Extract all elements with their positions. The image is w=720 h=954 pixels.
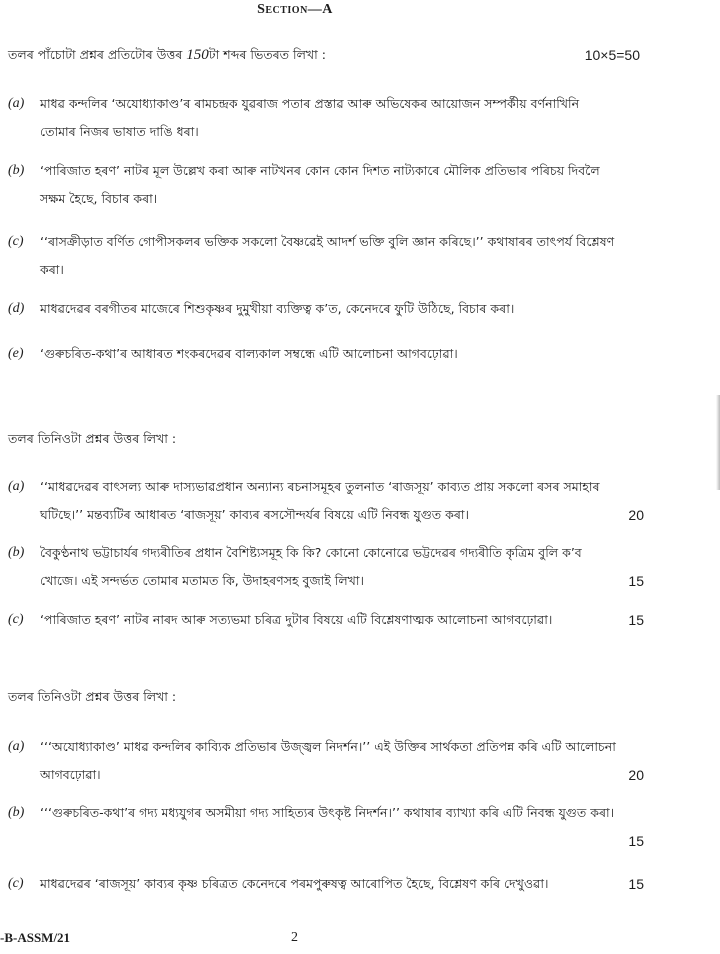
item-marks: 15 bbox=[628, 612, 644, 628]
item-text: ‘গুৰুচৰিত-কথা’ৰ আধাৰত শংকৰদেৱৰ বাল্যকাল সম্বন্ধে এটি আলোচনা আগবঢ়োৱা। bbox=[40, 346, 458, 361]
q1-item-b bbox=[8, 157, 644, 213]
item-text: ‘পাৰিজাত হৰণ’ নাটৰ নাৰদ আৰু সত্যভমা চৰিত্ৰ দুটাৰ বিষয়ে এটি বিশ্লেষণাত্মক আলোচনা আগবঢ়োৱা। bbox=[40, 612, 553, 627]
q1-instruction-pre: তলৰ পাঁচোটা প্ৰশ্নৰ প্ৰতিটোৰ উত্তৰ bbox=[8, 47, 187, 62]
item-label: (e) bbox=[8, 346, 24, 361]
item-text: ‘‘ৰাসক্ৰীড়াত বৰ্ণিত গোপীসকলৰ ভক্তিক সকলো বৈষ্ণৱেই আদৰ্শ ভক্তি বুলি জ্ঞান কৰিছে।’’ কথাষাৰৰ তাৎপৰ্য বিশ্লেষণ কৰা। bbox=[40, 234, 615, 277]
item-label: (b) bbox=[8, 545, 25, 560]
item-marks: 15 bbox=[628, 833, 644, 849]
item-label: (a) bbox=[8, 96, 25, 111]
q3-item-c bbox=[8, 870, 644, 898]
scan-edge-shadow bbox=[716, 395, 720, 490]
item-marks: 15 bbox=[628, 573, 644, 589]
item-label: (a) bbox=[8, 739, 25, 754]
q1-item-d bbox=[8, 295, 644, 323]
q1-instruction-post: টা শব্দৰ ভিতৰত লিখা : bbox=[208, 47, 326, 62]
page-number: 2 bbox=[291, 930, 298, 945]
item-text: ‘‘‘গুৰুচৰিত-কথা’ৰ গদ্য মধ্যযুগৰ অসমীয়া গদ্য সাহিত্যৰ উৎকৃষ্ট নিদৰ্শন।’’ কথাষাৰ ব্যাখ্যা কৰি এটি নিবন্ধ যুগুত কৰা। bbox=[40, 805, 615, 820]
item-text: ‘‘মাধৱদেৱৰ বাৎসল্য আৰু দাস্যভাৱপ্ৰধান অন্যান্য ৰচনাসমূহৰ তুলনাত ‘ৰাজসূয়’ কাব্যত প্ৰায় সকলো ৰসৰ সমাহাৰ ঘটিছে।’’ মন্তব্যটিৰ আধাৰত ‘ৰাজসূয়’ কাব্যৰ ৰসসৌন্দৰ্যৰ বিষয়ে এটি নিবন্ধ যুগুত কৰা। bbox=[40, 479, 600, 522]
q1-item-a bbox=[8, 90, 644, 146]
item-label: (d) bbox=[8, 301, 25, 316]
item-marks: 15 bbox=[628, 876, 644, 892]
q1-instruction bbox=[8, 44, 640, 66]
q2-item-b bbox=[8, 539, 644, 595]
q1-total-marks: 10×5=50 bbox=[584, 47, 640, 63]
item-text: বৈকুণ্ঠনাথ ভট্টাচাৰ্যৰ গদ্যৰীতিৰ প্ৰধান বৈশিষ্ট্যসমূহ কি কি? কোনো কোনোৱে ভট্টদেৱৰ গদ্যৰীতি কৃত্ৰিম বুলি ক’ব খোজে। এই সন্দৰ্ভত তোমাৰ মতামত কি, উদাহৰণসহ বুজাই লিখা। bbox=[40, 545, 582, 588]
item-label: (c) bbox=[8, 876, 24, 891]
item-text: মাধৱদেৱৰ ‘ৰাজসূয়’ কাব্যৰ কৃষ্ণ চৰিত্ৰত কেনেদৰে পৰমপুৰুষত্ব আৰোপিত হৈছে, বিশ্লেষণ কৰি দেখুওৱা। bbox=[40, 876, 549, 891]
item-text: ‘‘‘অযোধ্যাকাণ্ড’ মাধৱ কন্দলিৰ কাব্যিক প্ৰতিভাৰ উজ্জ্বল নিদৰ্শন।’’ এই উক্তিৰ সাৰ্থকতা প্ৰতিপন্ন কৰি এটি আলোচনা আগবঢ়োৱা। bbox=[40, 739, 616, 782]
q1-item-e bbox=[8, 340, 644, 368]
paper-code: -B-ASSM/21 bbox=[0, 930, 71, 945]
item-label: (c) bbox=[8, 234, 24, 249]
q2-item-a bbox=[8, 473, 644, 529]
item-text: মাধৱ কন্দলিৰ ‘অযোধ্যাকাণ্ড’ৰ ৰামচন্দ্ৰক যুৱৰাজ পতাৰ প্ৰস্তাৱ আৰু অভিষেকৰ আয়োজন সম্পৰ্কীয় বৰ্ণনাখিনি তোমাৰ নিজৰ ভাষাত দাঙি ধৰা। bbox=[40, 96, 580, 139]
item-label: (c) bbox=[8, 612, 24, 627]
item-label: (b) bbox=[8, 163, 25, 178]
item-label: (a) bbox=[8, 479, 25, 494]
q2-instruction: তলৰ তিনিওটা প্ৰশ্নৰ উত্তৰ লিখা : bbox=[8, 431, 177, 446]
section-title: Section—A bbox=[257, 2, 333, 17]
q3-instruction: তলৰ তিনিওটা প্ৰশ্নৰ উত্তৰ লিখা : bbox=[8, 689, 177, 704]
item-label: (b) bbox=[8, 805, 25, 820]
item-marks: 20 bbox=[628, 767, 644, 783]
q3-item-b bbox=[8, 799, 644, 849]
q1-word-limit: 150 bbox=[186, 47, 209, 63]
item-marks: 20 bbox=[628, 507, 644, 523]
q3-item-a bbox=[8, 733, 644, 789]
item-text: ‘পাৰিজাত হৰণ’ নাটৰ মূল উল্লেখ কৰা আৰু নাটখনৰ কোন কোন দিশত নাট্যকাৰে মৌলিক প্ৰতিভাৰ পৰিচয় দিবলৈ সক্ষম হৈছে, বিচাৰ কৰা। bbox=[40, 163, 600, 206]
item-text: মাধৱদেৱৰ বৰগীতৰ মাজেৰে শিশুকৃষ্ণৰ দুমুখীয়া ব্যক্তিত্ব ক’ত, কেনেদৰে ফুটি উঠিছে, বিচাৰ কৰা। bbox=[40, 301, 515, 316]
q2-item-c bbox=[8, 606, 644, 634]
q1-item-c bbox=[8, 228, 644, 284]
